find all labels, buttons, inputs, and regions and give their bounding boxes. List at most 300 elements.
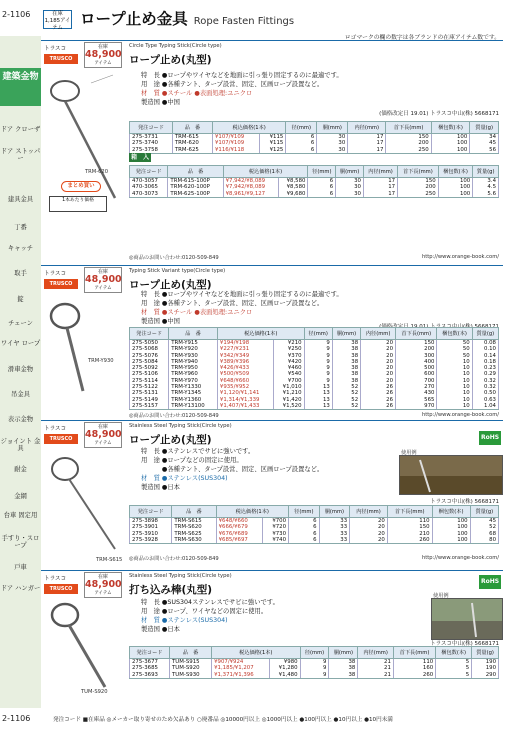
spec-line: 材 質 ●ステンレス(SUS304) (141, 475, 228, 482)
col-header: 径(mm) (304, 328, 332, 340)
table-cell: TRM-620 (172, 140, 212, 146)
table-cell: ¥730 (263, 531, 289, 537)
table-cell[interactable]: 275-5149 (130, 397, 169, 403)
table-cell: 6 (289, 537, 320, 544)
stock-label: 在庫 (97, 44, 108, 50)
table-cell: 33 (319, 518, 350, 525)
table-cell: 9 (304, 340, 332, 347)
table-cell[interactable]: 275-3928 (130, 537, 172, 544)
table-cell[interactable]: 275-5050 (130, 340, 169, 347)
table-cell: ¥342/¥349 (217, 353, 273, 359)
table-cell: ¥1,314/¥1,339 (217, 397, 273, 403)
table-cell: 30 (317, 147, 348, 154)
table-cell[interactable]: 275-5106 (130, 371, 169, 377)
table-cell: 200 (398, 184, 439, 190)
sidebar-item-5[interactable]: 取手 (14, 270, 27, 277)
table-cell: ¥720 (263, 524, 289, 530)
table-cell: 100 (438, 184, 473, 190)
table-cell[interactable]: 275-3740 (130, 140, 173, 146)
table-cell: 100 (431, 147, 470, 154)
table-cell: 20 (361, 371, 396, 377)
table-cell: 33 (319, 531, 350, 537)
trusco-logo-icon: TRUSCO (44, 54, 78, 64)
col-header: 径(mm) (289, 506, 320, 518)
table-cell: 10 (437, 403, 472, 410)
col-header: 内径(mm) (358, 647, 394, 659)
table-cell: ¥426/¥433 (217, 365, 273, 371)
table-cell: 6 (286, 140, 317, 146)
section-trm-stainless (41, 420, 503, 568)
table-cell[interactable]: 275-3677 (130, 659, 170, 666)
table-cell: ¥107/¥109 (212, 140, 259, 146)
table-row (130, 191, 499, 198)
stock-unit: アイテム (94, 591, 112, 596)
url-link[interactable]: http://www.orange-book.com/ (421, 254, 499, 260)
col-header: 首下長(mm) (398, 166, 439, 178)
col-header: 胴(mm) (317, 122, 348, 134)
spec-line: 用 途 ●ロープ、ワイヤなどの固定に使用。 (141, 608, 268, 615)
table-cell: 20 (361, 340, 396, 347)
table-cell: 38 (332, 353, 360, 359)
table-cell: 21 (358, 659, 394, 666)
spec-line: 特 長 ●SUS304ステンレスでサビに強いです。 (141, 599, 279, 606)
contact-text: ◎商品のお問い合わせ:0120-509-849 (129, 413, 219, 419)
col-header: 内径(mm) (363, 166, 397, 178)
table-cell: 150 (396, 340, 437, 347)
table-cell: 33 (319, 524, 350, 530)
table-cell: ¥210 (274, 340, 304, 347)
table-cell: 38 (332, 346, 360, 352)
stock-value: 48,900 (85, 274, 122, 285)
sidebar-item-17[interactable]: 戸車 (14, 564, 27, 571)
table-cell: 50 (437, 346, 472, 352)
drawing-label: TUM-S920 (81, 689, 108, 695)
product-name: ロープ止め(丸型) (129, 434, 212, 446)
rohs-badge: RoHS (479, 575, 501, 589)
page-number-top: 2-1106 (2, 10, 31, 19)
sidebar-item-6[interactable]: 錠 (17, 296, 24, 303)
table-cell: 20 (361, 378, 396, 384)
brand-block (44, 269, 84, 292)
stock-box (84, 42, 122, 68)
type-label: Stainless Steel Typing Stick(Circle type) (129, 573, 232, 579)
col-header: 径(mm) (286, 122, 317, 134)
table-cell: ¥1,120/¥1,141 (217, 390, 273, 396)
table-cell: TRM-Y915 (169, 340, 218, 347)
table-cell: ¥420 (274, 359, 304, 365)
table-cell: TRM-625 (172, 147, 212, 154)
col-header: 内径(mm) (350, 506, 388, 518)
col-header: 首下長(mm) (393, 647, 435, 659)
table-cell[interactable]: 275-3910 (130, 531, 172, 537)
col-header: 品 番 (172, 506, 216, 518)
table-cell[interactable]: 275-5084 (130, 359, 169, 365)
sidebar-item-9[interactable]: 滑車金物 (7, 366, 34, 373)
table-cell: 290 (472, 672, 499, 679)
section-tum-stainless (41, 570, 503, 708)
table-cell: ¥700 (274, 378, 304, 384)
table-row (130, 659, 499, 666)
table-cell[interactable]: 275-3758 (130, 147, 173, 154)
table-cell: 10 (437, 397, 472, 403)
table-cell: 0.23 (472, 365, 498, 371)
table-cell: ¥1,420 (274, 397, 304, 403)
table-cell: 100 (432, 518, 470, 525)
sidebar-item-10[interactable]: 吊金具 (11, 391, 30, 398)
table-cell: TRM-Y970 (169, 378, 218, 384)
table-cell: ¥500/¥509 (217, 371, 273, 377)
col-header: 税込価格(1本) (212, 122, 285, 134)
col-header: 発注コード (130, 328, 169, 340)
table-cell: 100 (432, 531, 470, 537)
spec-line: 用 途 ●各種テント、タープ設営、固定、区画ロープ設置など。 (141, 81, 324, 88)
table-cell: 150 (398, 178, 439, 185)
table-cell: 17 (348, 134, 386, 141)
table-cell: TRM-625-100P (168, 191, 223, 198)
table-cell: ¥1,010 (274, 384, 304, 390)
sidebar-item-1[interactable]: ドア ストッパー (0, 148, 41, 162)
sidebar-item-18[interactable]: ドア ハンガー (0, 585, 41, 592)
table-cell: 20 (350, 531, 388, 537)
table-cell: ¥666/¥679 (216, 524, 263, 530)
table-cell: 10 (437, 390, 472, 396)
spec-line: 用 途 ●各種テント、タープ設営、固定、区画ロープ設置など。 (141, 300, 324, 307)
table-cell: ¥1,280 (269, 665, 300, 671)
spec-line: 材 質 ●スチール ●表面処理:ユニクロ (141, 309, 253, 316)
table-cell: 270 (396, 384, 437, 390)
stock-unit: アイテム (94, 441, 112, 446)
page-title-jp: ロープ止め金具 (80, 10, 188, 28)
table-cell: 250 (398, 191, 439, 198)
table-cell: 100 (432, 524, 470, 530)
table-cell: 17 (363, 178, 397, 185)
table-cell: 150 (387, 524, 432, 530)
type-label: Stainless Steel Typing Stick(Circle type) (129, 423, 232, 429)
table-cell: ¥7,942/¥8,089 (223, 184, 278, 190)
table-cell: ¥700 (263, 518, 289, 525)
table-cell: 20 (361, 365, 396, 371)
col-header: 税込価格(1本) (217, 328, 304, 340)
table-cell: 5.6 (473, 191, 499, 198)
header (40, 4, 516, 41)
sidebar-item-4[interactable]: キャッチ (7, 245, 34, 252)
spec-line: 用 途 ●ロープなどの固定に使用。 (141, 457, 243, 464)
table-cell: 260 (387, 537, 432, 544)
table-cell: TRM-615-100P (168, 178, 223, 185)
table-cell: ¥935/¥952 (217, 384, 273, 390)
col-header: 質量(g) (470, 506, 498, 518)
drawing-label: TRM-Y930 (88, 358, 114, 364)
sidebar-item-0[interactable]: ドア クローザ (0, 126, 41, 133)
col-header: 発注コード (130, 122, 173, 134)
spec-table (129, 646, 499, 679)
rohs-badge: RoHS (479, 431, 501, 445)
col-header: 税込価格(1本) (216, 506, 288, 518)
drawing-label: TRM-S615 (96, 557, 123, 563)
table-cell: ¥227/¥231 (217, 346, 273, 352)
table-row (130, 537, 499, 544)
table-cell: 100 (438, 191, 473, 198)
table-cell: TRM-Y1345 (169, 390, 218, 396)
sidebar-item-8[interactable]: ワイヤ ロープ (0, 340, 41, 347)
table-cell: ¥125 (260, 147, 286, 154)
table-cell: 6 (289, 531, 320, 537)
table-cell: 0.63 (472, 397, 498, 403)
trusco-logo-icon: TRUSCO (44, 434, 78, 444)
spec-line: 製造国 ●日本 (141, 484, 180, 491)
table-cell: 9 (300, 659, 329, 666)
table-cell: 9 (304, 365, 332, 371)
table-cell: 20 (361, 346, 396, 352)
table-cell: ¥1,520 (274, 403, 304, 410)
table-cell: 33 (319, 537, 350, 544)
table-cell: 10 (437, 371, 472, 377)
col-header: 内径(mm) (348, 122, 386, 134)
stake-drawing-icon (43, 449, 129, 559)
sidebar-item-15[interactable]: 台車 固定用 (3, 512, 38, 519)
table-cell: ¥8,961/¥9,127 (223, 191, 278, 198)
table-cell[interactable]: 275-5114 (130, 378, 169, 384)
sidebar-item-2[interactable]: 建具金具 (7, 196, 34, 203)
table-row (130, 178, 499, 185)
table-cell: 6 (286, 134, 317, 141)
table-cell: TUM-S920 (170, 665, 212, 671)
trusco-logo-icon: TRUSCO (44, 279, 78, 289)
spec-list (141, 447, 323, 492)
col-header: 質量(g) (472, 328, 498, 340)
stock-unit: アイテム (94, 61, 112, 66)
table-cell: 260 (393, 672, 435, 679)
price-note: トラスコ中山(株) 5668171 (430, 499, 499, 505)
usage-photo-icon (431, 598, 503, 640)
table-cell: ¥907/¥924 (212, 659, 270, 666)
col-header: 品 番 (168, 166, 223, 178)
table-cell: 200 (396, 346, 437, 352)
table-cell: 190 (472, 659, 499, 666)
table-cell[interactable]: 470-3073 (130, 191, 168, 198)
table-cell: 0.29 (472, 371, 498, 377)
table-cell: 150 (386, 134, 431, 141)
stock-box (84, 267, 122, 293)
type-label: Circle Type Typing Stick(Circle type) (129, 43, 222, 49)
spec-list (141, 290, 343, 326)
table-cell: 10 (437, 365, 472, 371)
table-cell: ¥194/¥198 (217, 340, 273, 347)
bulk-tag: 箱 入 (130, 154, 149, 161)
table-cell: 6 (308, 191, 336, 198)
sidebar-item-11[interactable]: 表示金物 (7, 416, 34, 423)
usage-photo-icon (399, 455, 503, 495)
table-cell: TRM-S620 (172, 524, 216, 530)
spec-list (141, 598, 279, 634)
table-row (130, 147, 499, 154)
table-cell: 0.14 (472, 353, 498, 359)
table-cell[interactable]: 275-5076 (130, 353, 169, 359)
table-cell: TUM-S930 (170, 672, 212, 679)
table-cell: 200 (386, 140, 431, 146)
table-cell: 0.32 (472, 378, 498, 384)
brand-name: トラスコ (44, 271, 67, 277)
table-cell: TRM-S615 (172, 518, 216, 525)
unit-price-note: 1本あたり価格 (49, 196, 107, 212)
spec-line: ●各種テント、タープ設営、固定、区画ロープ設置など。 (141, 466, 324, 473)
table-cell: 30 (336, 178, 364, 185)
sidebar-item-12[interactable]: ジョイント 金具 (0, 438, 41, 452)
table-cell: 26 (361, 397, 396, 403)
table-cell: 21 (358, 672, 394, 679)
col-header: 税込価格(1本) (223, 166, 308, 178)
table-cell[interactable]: 275-3685 (130, 665, 170, 671)
stock-box (84, 572, 122, 598)
price-note: トラスコ中山(株) 5668171 (430, 641, 499, 647)
table-cell: ¥460 (274, 365, 304, 371)
table-cell[interactable]: 275-3898 (130, 518, 172, 525)
spec-table (129, 505, 499, 544)
table-cell: 700 (396, 378, 437, 384)
table-cell: ¥648/¥660 (216, 518, 263, 525)
col-header: 品 番 (169, 328, 218, 340)
stock-badge-line1: 在庫 (52, 11, 63, 17)
table-cell[interactable]: 275-3901 (130, 524, 172, 530)
stock-label: 在庫 (97, 424, 108, 430)
table-cell: TRM-S630 (172, 537, 216, 544)
section-trm-circle (41, 40, 503, 263)
stock-label: 在庫 (97, 574, 108, 580)
footer-legend: 発注コード ■在庫品 ◎メーカー取り寄せのため欠品あり ○廃番品 ◎10000円以上 ◎1000円以上 ●100円以上 ●10円以上 ●10円未満 (53, 717, 393, 723)
table-cell: 6 (308, 184, 336, 190)
table-cell[interactable]: 275-5131 (130, 390, 169, 396)
table-cell: 13 (304, 384, 332, 390)
contact-text: ◎商品のお問い合わせ:0120-509-849 (129, 556, 219, 562)
table-cell: TRM-Y1330 (169, 384, 218, 390)
table-cell[interactable]: 275-5068 (130, 346, 169, 352)
type-label: Typing Stick Variant type(Circle type) (129, 268, 226, 274)
table-cell: 250 (386, 147, 431, 154)
spec-line: 製造国 ●中国 (141, 99, 180, 106)
table-cell: 17 (348, 147, 386, 154)
col-header: 質量(g) (473, 166, 499, 178)
table-cell[interactable]: 275-5092 (130, 365, 169, 371)
spec-line: 材 質 ●ステンレス(SUS304) (141, 617, 228, 624)
table-cell[interactable]: 275-3731 (130, 134, 173, 141)
table-row (130, 340, 499, 347)
table-cell[interactable]: 275-5122 (130, 384, 169, 390)
table-cell: ¥1,210 (274, 390, 304, 396)
table-cell: 45 (470, 140, 499, 146)
table-cell: 1.04 (472, 403, 498, 410)
table-cell[interactable]: 275-5157 (130, 403, 169, 410)
table-cell: 10 (437, 378, 472, 384)
col-header: 梱包数(本) (431, 122, 470, 134)
spec-line: 製造国 ●中国 (141, 318, 180, 325)
table-cell: 38 (332, 340, 360, 347)
spec-line: 特 長 ●ロープやワイヤなどを地面に引っ張り固定するのに最適です。 (141, 291, 343, 298)
table-cell: 52 (332, 390, 360, 396)
col-header: 首下長(mm) (386, 122, 431, 134)
table-cell: 9 (304, 359, 332, 365)
table-cell: 110 (393, 659, 435, 666)
section-footer (129, 555, 499, 562)
table-cell: 20 (350, 518, 388, 525)
table-cell: 26 (361, 390, 396, 396)
col-header: 梱包数(本) (437, 328, 472, 340)
table-cell[interactable]: 470-3057 (130, 178, 168, 185)
sidebar-highlight[interactable] (0, 68, 41, 106)
col-header: 品 番 (172, 122, 212, 134)
table-cell[interactable]: 275-3693 (130, 672, 170, 679)
trusco-logo-icon: TRUSCO (44, 584, 78, 594)
stock-badge-line2: 1,185アイテム (44, 18, 71, 31)
stock-badge (43, 10, 72, 29)
table-cell: 17 (363, 184, 397, 190)
sidebar-item-16[interactable]: 手すり・スロープ (1, 535, 40, 549)
table-cell: 9 (300, 672, 329, 679)
brand-block (44, 44, 84, 67)
col-header: 径(mm) (308, 166, 336, 178)
spec-list (141, 71, 343, 107)
table-cell: 38 (329, 659, 358, 666)
table-cell[interactable]: 470-3065 (130, 184, 168, 190)
table-cell: 30 (317, 140, 348, 146)
table-cell: ¥115 (260, 140, 286, 146)
table-cell: TRM-620-100P (168, 184, 223, 190)
table-cell: 5 (436, 665, 472, 671)
col-header: 税込価格(1本) (212, 647, 300, 659)
table-cell: ¥370 (274, 353, 304, 359)
table-cell: 9 (304, 378, 332, 384)
table-cell: 430 (396, 390, 437, 396)
table-cell: 110 (387, 518, 432, 525)
table-cell: 9 (304, 346, 332, 352)
url-link[interactable]: http://www.orange-book.com/ (421, 555, 499, 561)
table-cell: ¥1,371/¥1,396 (212, 672, 270, 679)
brand-name: トラスコ (44, 426, 67, 432)
table-row (130, 672, 499, 679)
brand-name: トラスコ (44, 576, 67, 582)
col-header: 胴(mm) (329, 647, 358, 659)
spec-table (129, 327, 499, 410)
table-cell: 17 (363, 191, 397, 198)
table-cell: 52 (470, 524, 498, 530)
table-cell: 6 (286, 147, 317, 154)
table-cell: ¥8,580 (278, 184, 308, 190)
table-cell: 100 (431, 140, 470, 146)
table-cell: 52 (332, 384, 360, 390)
page-title-en: Rope Fasten Fittings (193, 16, 295, 27)
table-cell: TRM-Y950 (169, 365, 218, 371)
table-cell: 10 (437, 359, 472, 365)
sidebar-item-13[interactable]: 耐金 (14, 466, 27, 473)
url-link[interactable]: http://www.orange-book.com/ (421, 412, 499, 418)
table-cell: 26 (361, 384, 396, 390)
table-cell: 52 (332, 403, 360, 410)
bulk-buy-badge: まとめ買い (61, 181, 101, 192)
table-cell: 17 (348, 140, 386, 146)
spec-table (129, 121, 499, 154)
product-name: ロープ止め(丸型) (129, 54, 212, 66)
sidebar-item-14[interactable]: 金網 (14, 493, 27, 500)
table-cell: TRM-Y940 (169, 359, 218, 365)
sidebar-item-7[interactable]: チェーン (8, 320, 33, 327)
table-cell: TUM-S915 (170, 659, 212, 666)
table-cell: 30 (336, 184, 364, 190)
table-cell: 0.10 (472, 346, 498, 352)
sidebar-item-3[interactable]: 丁番 (14, 224, 27, 231)
table-cell: ¥540 (274, 371, 304, 377)
table-cell: 100 (432, 537, 470, 544)
header-note: ロゴマークの欄の数字は各ブランドの在庫アイテム数です。 (344, 35, 500, 41)
table-cell: 38 (332, 365, 360, 371)
